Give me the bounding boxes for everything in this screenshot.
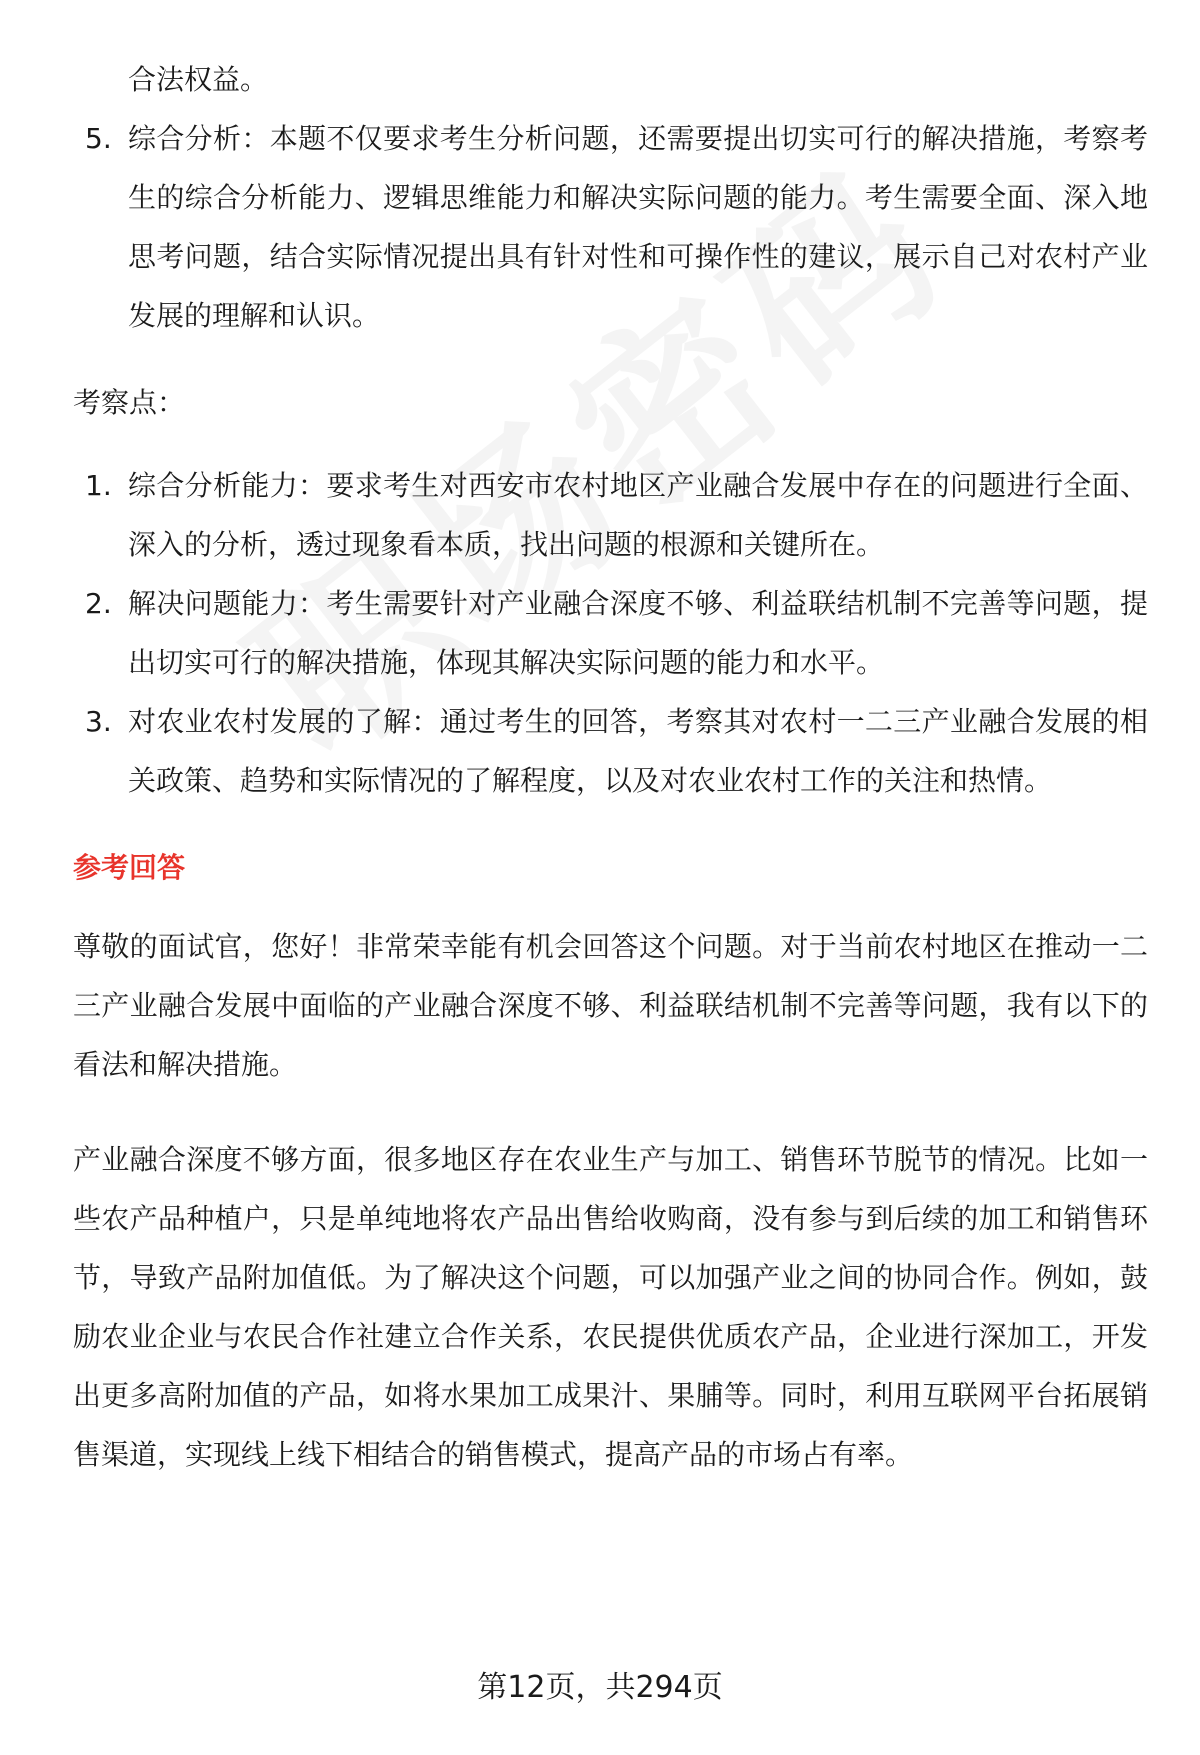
page-content <box>73 50 1148 1484</box>
answer-paragraph-2: 产业融合深度不够方面，很多地区存在农业生产与加工、销售环节脱节的情况。比如一些农产品种植户，只是单纯地将农产品出售给收购商，没有参与到后续的加工和销售环节，导致产品附加值低。为了解决这个问题，可以加强产业之间的协同合作。例如，鼓励农业企业与农民合作社建立合作关系，农民提供优质农产品，企业进行深加工，开发出更多高附加值的产品，如将水果加工成果汁、果脯等。同时，利用互联网平台拓展销售渠道，实现线上线下相结合的销售模式，提高产品的市场占有率。 <box>73 1143 1148 1471</box>
answer-paragraph-1: 尊敬的面试官，您好！非常荣幸能有机会回答这个问题。对于当前农村地区在推动一二三产业融合发展中面临的产业融合深度不够、利益联结机制不完善等问题，我有以下的看法和解决措施。 <box>73 930 1148 1081</box>
list-item-number: 5. <box>85 122 112 155</box>
list-item-text: 对农业农村发展的了解：通过考生的回答，考察其对农村一二三产业融合发展的相关政策、趋势和实际情况的了解程度，以及对农业农村工作的关注和热情。 <box>128 705 1148 797</box>
intro-list <box>73 109 1148 345</box>
points-list <box>73 456 1148 810</box>
list-item-text: 综合分析：本题不仅要求考生分析问题，还需要提出切实可行的解决措施，考察考生的综合分析能力、逻辑思维能力和解决实际问题的能力。考生需要全面、深入地思考问题，结合实际情况提出具有针对性和可操作性的建议，展示自己对农村产业发展的理解和认识。 <box>128 122 1148 332</box>
list-item <box>73 109 1148 345</box>
list-item-text: 解决问题能力：考生需要针对产业融合深度不够、利益联结机制不完善等问题，提出切实可行的解决措施，体现其解决实际问题的能力和水平。 <box>128 587 1148 679</box>
list-item-number: 1. <box>85 469 112 502</box>
list-item <box>73 456 1148 574</box>
answer-heading: 参考回答 <box>73 851 186 884</box>
list-item <box>73 574 1148 692</box>
continuation-text: 合法权益。 <box>128 63 269 96</box>
paragraph-gap <box>73 1094 1148 1130</box>
list-item-text: 综合分析能力：要求考生对西安市农村地区产业融合发展中存在的问题进行全面、深入的分析，透过现象看本质，找出问题的根源和关键所在。 <box>128 469 1148 561</box>
page-footer: 第12页，共294页 <box>477 1670 723 1705</box>
list-item <box>73 692 1148 810</box>
list-item-number: 3. <box>85 705 112 738</box>
points-label: 考察点： <box>73 386 186 419</box>
list-item-number: 2. <box>85 587 112 620</box>
